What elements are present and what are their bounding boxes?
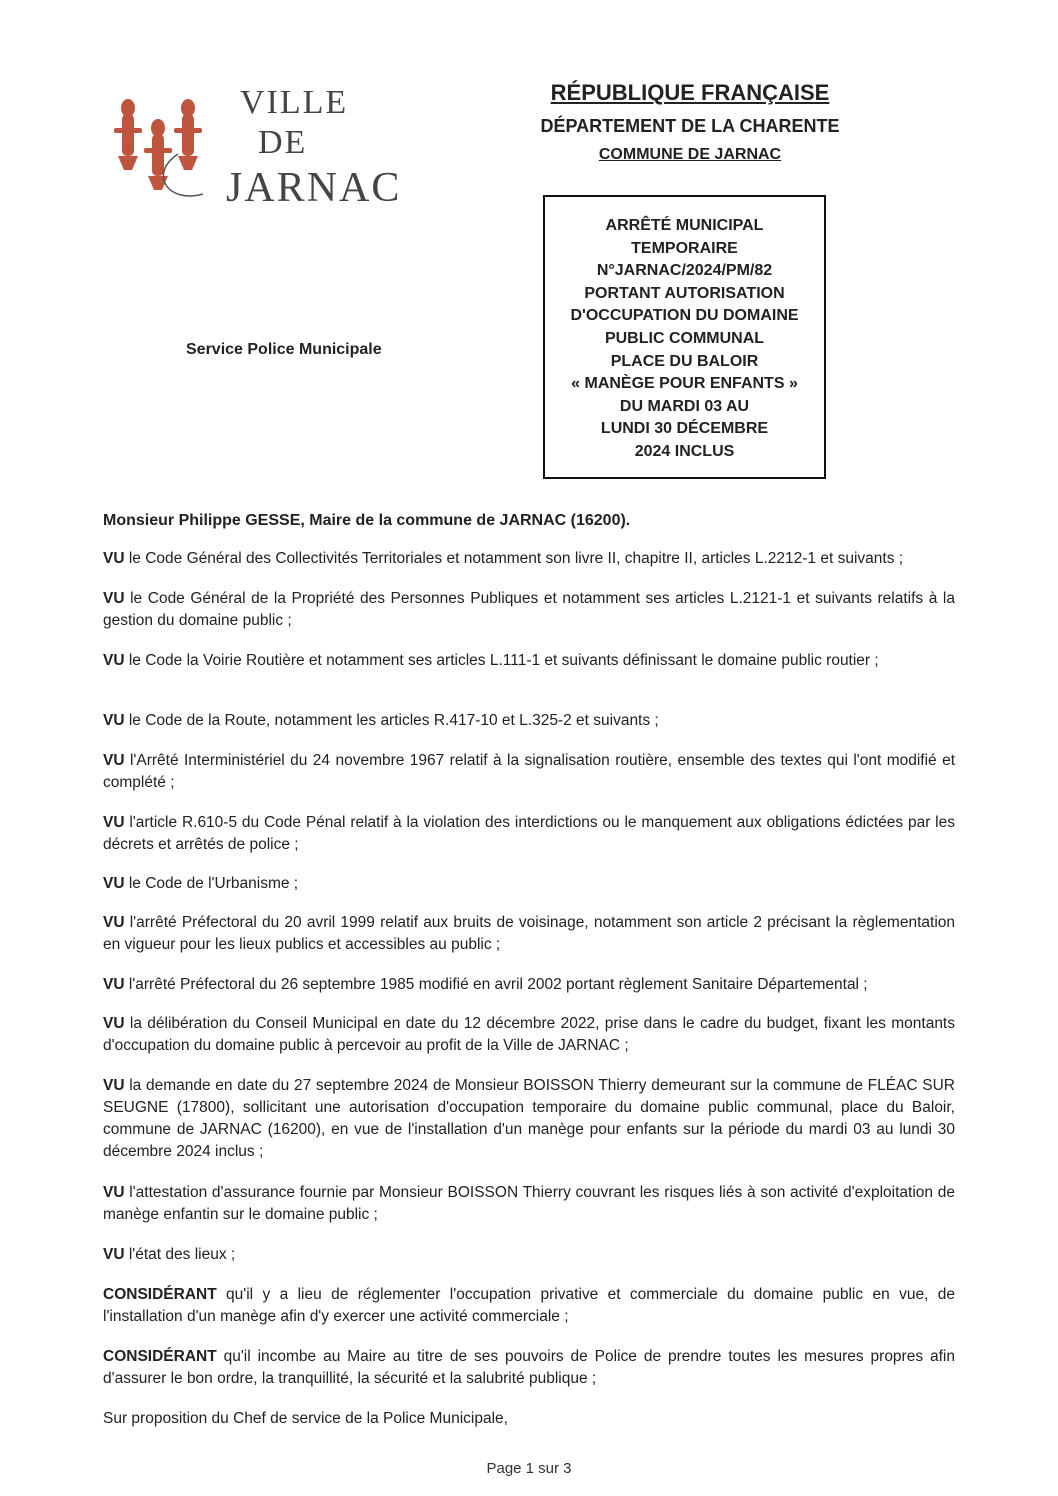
- vu-paragraph: VU l'arrêté Préfectoral du 20 avril 1999 relatif aux bruits de voisinage, notamment son article 2 précisant la règlementation en vigueur pour les lieux publics et accessibles au public ;: [103, 914, 955, 953]
- vu-paragraph: VU l'arrêté Préfectoral du 26 septembre 1985 modifié en avril 2002 portant règlement Sanitaire Départemental ;: [103, 976, 868, 993]
- title-line: ARRÊTÉ MUNICIPAL: [605, 217, 764, 234]
- considerant-paragraph: CONSIDÉRANT qu'il incombe au Maire au titre de ses pouvoirs de Police de prendre toutes les mesures propres afin d'assurer le bon ordre, la tranquillité, la sécurité et la salubrité publique ;: [103, 1348, 955, 1387]
- vu-paragraph: VU l'article R.610-5 du Code Pénal relatif à la violation des interdictions ou le manquement aux obligations édictées par les décrets et arrêtés de police ;: [103, 814, 955, 853]
- proposition-paragraph: Sur proposition du Chef de service de la Police Municipale,: [103, 1410, 508, 1427]
- title-line: N°JARNAC/2024/PM/82: [596, 262, 773, 280]
- logo-text-de: DE: [258, 124, 308, 161]
- vu-paragraph: VU l'Arrêté Interministériel du 24 novembre 1967 relatif à la signalisation routière, ensemble des textes qui l'ont modifié et complété ;: [103, 752, 955, 791]
- vu-paragraph: VU la demande en date du 27 septembre 2024 de Monsieur BOISSON Thierry demeurant sur la commune de FLÉAC SUR SEUGNE (17800), sollicitant une autorisation d'occupation temporaire du domaine public communal, place du Baloir, commune de JARNAC (16200), en vue de l'installation d'un manège pour enfants sur la période du mardi 03 au lundi 30 décembre 2024 inclus ;: [103, 1077, 955, 1160]
- vu-paragraph: VU le Code Général des Collectivités Territoriales et notamment son livre II, chapitre II, articles L.2212-1 et suivants ;: [103, 550, 904, 567]
- republique-heading: RÉPUBLIQUE FRANÇAISE: [550, 80, 830, 105]
- title-line: PUBLIC COMMUNAL: [604, 329, 765, 347]
- page-number: Page 1 sur 3: [486, 1460, 572, 1477]
- jarnac-logo: [108, 84, 402, 234]
- commune-heading: COMMUNE DE JARNAC: [598, 146, 782, 163]
- title-line: TEMPORAIRE: [631, 239, 738, 257]
- considerant-paragraph: CONSIDÉRANT qu'il y a lieu de réglementer l'occupation privative et commerciale du domaine public en vue, de l'installation d'un manège afin d'y exercer une activité commerciale ;: [103, 1286, 955, 1325]
- title-line: PORTANT AUTORISATION: [584, 284, 785, 302]
- arrete-title-box: [543, 195, 826, 479]
- vu-paragraph: VU le Code la Voirie Routière et notamment ses articles L.111-1 et suivants définissant le domaine public routier ;: [103, 652, 879, 669]
- title-line: D'OCCUPATION DU DOMAINE: [570, 307, 799, 325]
- logo-figures-icon: [108, 94, 218, 204]
- logo-text-ville: VILLE: [240, 84, 349, 121]
- maire-line: Monsieur Philippe GESSE, Maire de la commune de JARNAC (16200).: [103, 512, 631, 529]
- departement-heading: DÉPARTEMENT DE LA CHARENTE: [540, 116, 840, 136]
- logo-text-jarnac: JARNAC: [226, 165, 402, 211]
- title-line: 2024 INCLUS: [634, 442, 735, 460]
- vu-paragraph: VU le Code de l'Urbanisme ;: [103, 875, 299, 892]
- vu-paragraph: VU le Code Général de la Propriété des Personnes Publiques et notamment ses articles L.2121-1 et suivants relatifs à la gestion du domaine public ;: [103, 590, 955, 629]
- title-line: DU MARDI 03 AU: [619, 397, 750, 415]
- title-line: LUNDI 30 DÉCEMBRE: [600, 420, 769, 438]
- vu-paragraph: VU l'attestation d'assurance fournie par Monsieur BOISSON Thierry couvrant les risques liés à son activité d'exploitation de manège enfantin sur le domaine public ;: [103, 1184, 955, 1223]
- title-line: PLACE DU BALOIR: [610, 352, 759, 370]
- service-label: Service Police Municipale: [186, 341, 382, 358]
- vu-paragraph: VU le Code de la Route, notamment les articles R.417-10 et L.325-2 et suivants ;: [103, 712, 659, 729]
- title-line: « MANÈGE POUR ENFANTS »: [571, 375, 798, 393]
- vu-paragraph: VU l'état des lieux ;: [103, 1246, 236, 1263]
- vu-paragraph: VU la délibération du Conseil Municipal en date du 12 décembre 2022, prise dans le cadre du budget, fixant les montants d'occupation du domaine public à percevoir au profit de la Ville de JARNAC ;: [103, 1015, 955, 1054]
